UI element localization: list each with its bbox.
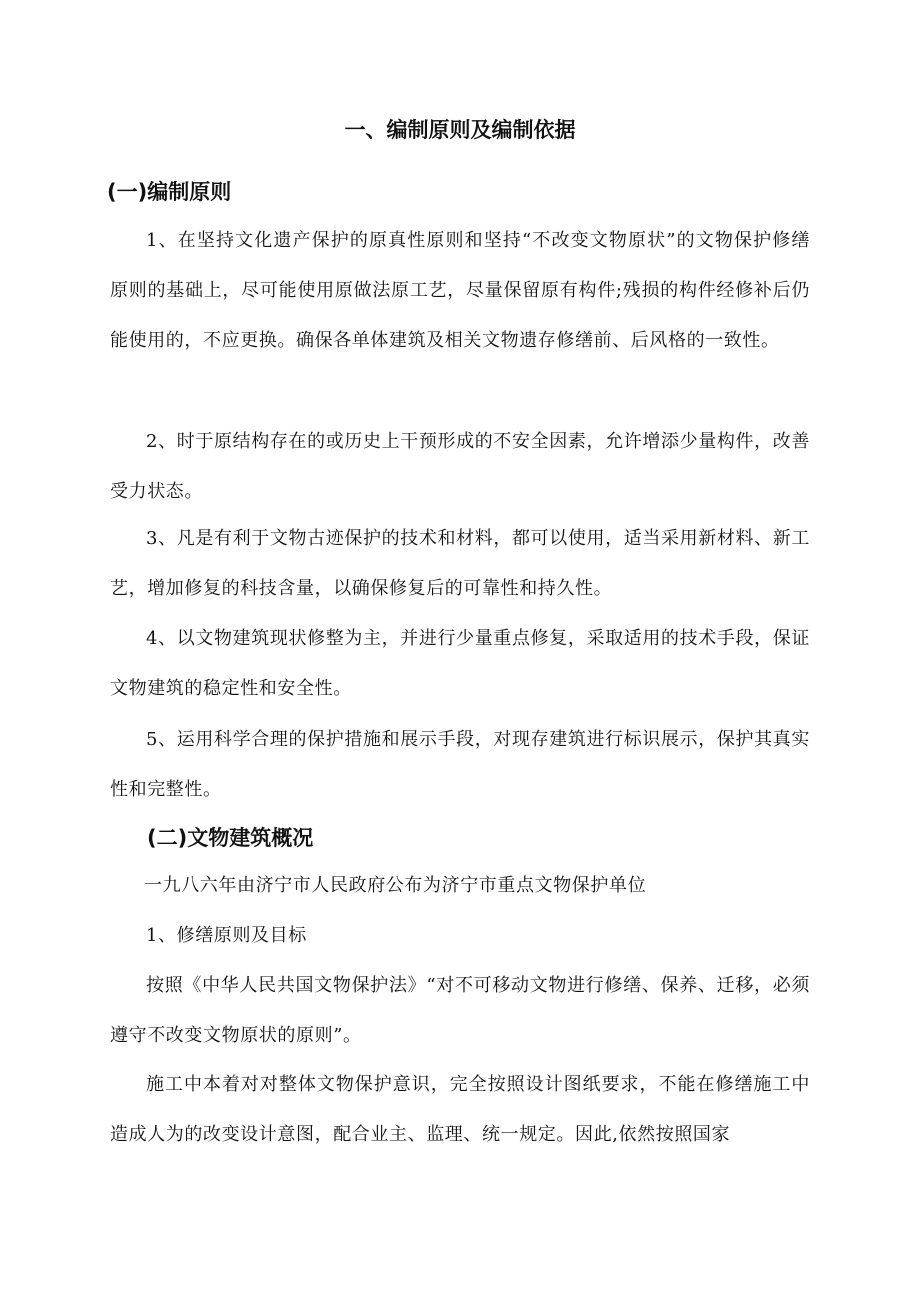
repair-paragraph-2: 施工中本着对对整体文物保护意识，完全按照设计图纸要求，不能在修缮施工中造成人为的改变设计意图，配合业主、监理、统一规定。因此,依然按照国家 bbox=[110, 1074, 810, 1145]
subheading-repair-principles: 1、修缮原则及目标 bbox=[146, 925, 307, 946]
repair-paragraph-1: 按照《中华人民共国文物保护法》“对不可移动文物进行修缮、保养、迁移，必须遵守不改变文物原状的原则”。 bbox=[110, 975, 810, 1046]
section-heading-principles: (一)编制原则 bbox=[107, 180, 232, 204]
principle-paragraph-4: 4、以文物建筑现状修整为主，并进行少量重点修复，采取适用的技术手段，保证文物建筑的稳定性和安全性。 bbox=[110, 628, 810, 699]
principle-paragraph-1: 1、在坚持文化遗产保护的原真性原则和坚持“不改变文物原状”的文物保护修缮原则的基础上，尽可能使用原做法原工艺，尽量保留原有构件;残损的构件经修补后仍能使用的，不应更换。确保各单体建筑及相关文物遗存修缮前、后风格的一致性。 bbox=[110, 230, 810, 351]
section-heading-overview: (二)文物建筑概况 bbox=[147, 826, 314, 850]
principle-paragraph-5: 5、运用科学合理的保护措施和展示手段，对现存建筑进行标识展示，保护其真实性和完整性。 bbox=[110, 729, 810, 800]
principle-paragraph-2: 2、时于原结构存在的或历史上干预形成的不安全因素，允许增添少量构件，改善受力状态。 bbox=[110, 431, 810, 502]
principle-paragraph-3: 3、凡是有利于文物古迹保护的技术和材料，都可以使用，适当采用新材料、新工艺，增加修复的科技含量，以确保修复后的可靠性和持久性。 bbox=[110, 528, 810, 599]
document-title: 一、编制原则及编制依据 bbox=[344, 118, 576, 142]
overview-intro: 一九八六年由济宁市人民政府公布为济宁市重点文物保护单位 bbox=[144, 875, 647, 896]
